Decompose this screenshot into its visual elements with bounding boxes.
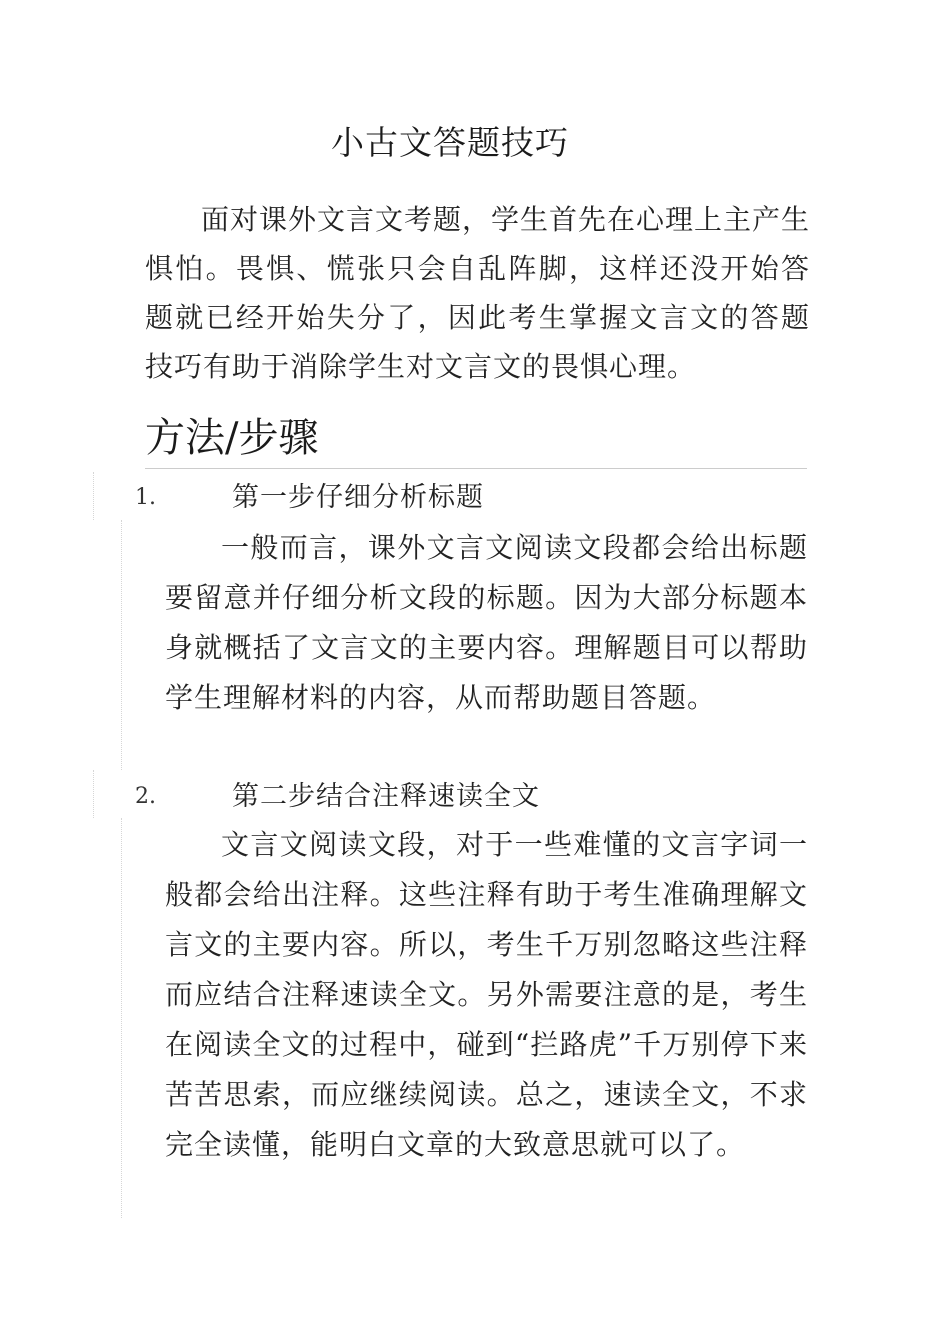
step-title: 第一步仔细分析标题	[232, 482, 484, 513]
intro-paragraph: 面对课外文言文考题，学生首先在心理上主产生惧怕。畏惧、慌张只会自乱阵脚，这样还没开始答题就已经开始失分了，因此考生掌握文言文的答题技巧有助于消除学生对文言文的畏惧心理。	[145, 203, 811, 383]
document-title: 小古文答题技巧	[331, 123, 569, 162]
step-marker-dots	[93, 472, 94, 520]
step-marker-dots	[93, 770, 94, 818]
section-divider	[145, 468, 807, 469]
step-body-dots	[121, 818, 122, 1218]
step-body: 一般而言，课外文言文阅读文段都会给出标题要留意并仔细分析文段的标题。因为大部分标题本身就概括了文言文的主要内容。理解题目可以帮助学生理解材料的内容，从而帮助题目答题。	[165, 531, 808, 714]
step-number: 1.	[135, 485, 156, 510]
step-title: 第二步结合注释速读全文	[232, 781, 540, 812]
step-number: 2.	[135, 784, 156, 809]
section-heading: 方法/步骤	[145, 415, 319, 461]
step-body-dots	[121, 520, 122, 770]
step-body: 文言文阅读文段，对于一些难懂的文言字词一般都会给出注释。这些注释有助于考生准确理解文言文的主要内容。所以，考生千万别忽略这些注释而应结合注释速读全文。另外需要注意的是，考生在阅读全文的过程中，碰到“拦路虎”千万别停下来苦苦思索，而应继续阅读。总之，速读全文，不求完全读懂，能明白文章的大致意思就可以了。	[165, 828, 808, 1161]
